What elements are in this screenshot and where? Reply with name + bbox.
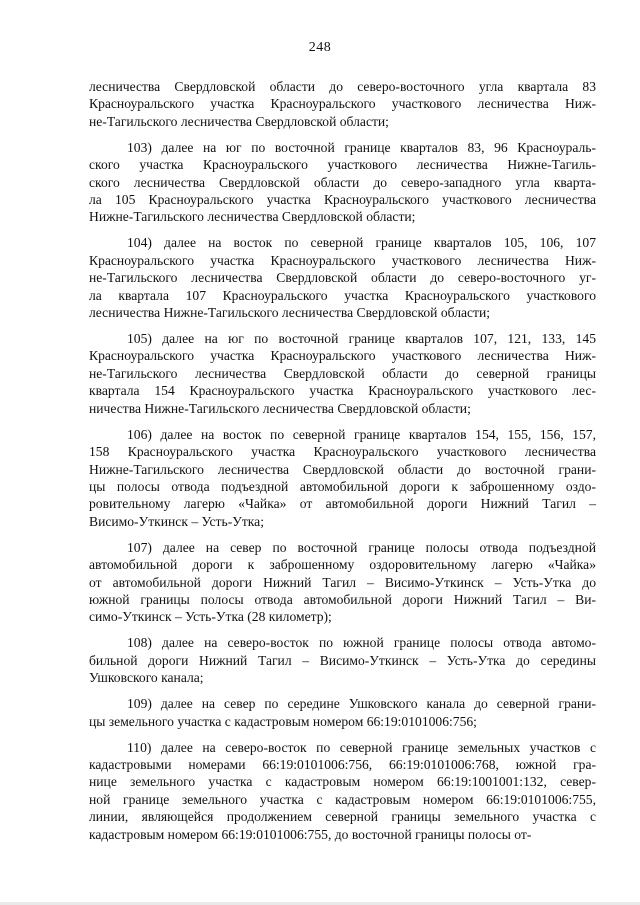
paragraph	[89, 739, 596, 843]
text-line: кадастровым номером 66:19:0101006:755, до восточной границы полосы от-	[89, 826, 532, 842]
text-line: симо-Уткинск – Усть-Утка (28 километр);	[89, 609, 332, 625]
text-line: лесничества Нижне-Тагильского лесничества Свердловской области;	[89, 305, 491, 321]
page-number: 248	[308, 40, 332, 55]
text-line: лесничества Свердловской области до северо-восточного угла квартала 83	[89, 79, 596, 94]
text-line: южной границы полосы отвода автомобильной дороги Нижний Тагил – Ви-	[89, 591, 596, 607]
text-line: Нижне-Тагильского лесничества Свердловской области до восточной грани-	[89, 461, 596, 477]
text-line: 158 Красноуральского участка Красноуральского участкового лесничества	[89, 444, 596, 460]
text-line: нице земельного участка с кадастровым номером 66:19:1001001:132, север-	[89, 774, 596, 790]
text-line: ла 105 Красноуральского участка Красноуральского участкового лесничества	[89, 192, 596, 208]
text-line: не-Тагильского лесничества Свердловской области до северо-восточного уг-	[89, 270, 596, 286]
text-line: Красноуральского участка Красноуральского участкового лесничества Ниж-	[89, 96, 596, 112]
text-line: ского лесничества Свердловской области до северо-западного угла кварта-	[89, 174, 596, 190]
text-line: не-Тагильского лесничества Свердловской области;	[89, 113, 389, 129]
text-line: 109) далее на север по середине Ушковского канала до северной грани-	[127, 696, 596, 712]
text-line: цы земельного участка с кадастровым номером 66:19:0101006:756;	[89, 713, 477, 729]
text-line: не-Тагильского лесничества Свердловской области до северной границы	[89, 365, 596, 381]
document-body	[89, 78, 596, 852]
text-line: квартала 154 Красноуральского участка Красноуральского участкового лес-	[89, 383, 596, 399]
text-line: ского участка Красноуральского участкового лесничества Нижне-Тагиль-	[89, 157, 596, 173]
paragraph	[89, 426, 596, 530]
text-line: Висимо-Уткинск – Усть-Утка;	[89, 513, 264, 529]
text-line: 107) далее на север по восточной границе полосы отвода подъездной	[127, 539, 596, 555]
paragraph	[89, 234, 596, 321]
text-line: ла квартала 107 Красноуральского участка Красноуральского участкового	[89, 287, 596, 303]
text-line: линии, являющейся продолжением северной границы земельного участка с	[89, 809, 596, 825]
text-line: 110) далее на северо-восток по северной границе земельных участков с	[127, 739, 596, 755]
paragraph	[89, 139, 596, 226]
text-line: автомобильной дороги к заброшенному оздоровительному лагерю «Чайка»	[89, 557, 596, 573]
text-line: 104) далее на восток по северной границе кварталов 105, 106, 107	[127, 235, 596, 251]
text-line: 108) далее на северо-восток по южной границе полосы отвода автомо-	[127, 635, 596, 651]
text-line: бильной дороги Нижний Тагил – Висимо-Уткинск – Усть-Утка до середины	[89, 652, 596, 668]
paragraph	[89, 330, 596, 417]
text-line: цы полосы отвода подъездной автомобильной дороги к заброшенному оздо-	[89, 478, 596, 494]
text-line: ной границе земельного участка с кадастровым номером 66:19:0101006:755,	[89, 791, 596, 807]
text-line: Нижне-Тагильского лесничества Свердловской области;	[89, 209, 416, 225]
text-line: Красноуральского участка Красноуральского участкового лесничества Ниж-	[89, 252, 596, 268]
text-line: Красноуральского участка Красноуральского участкового лесничества Ниж-	[89, 348, 596, 364]
text-line: 105) далее на юг по восточной границе кварталов 107, 121, 133, 145	[127, 331, 596, 347]
text-line: 106) далее на восток по северной границе кварталов 154, 155, 156, 157,	[127, 426, 596, 442]
paragraph	[89, 78, 596, 130]
paragraph	[89, 634, 596, 686]
paragraph	[89, 695, 596, 730]
text-line: кадастровыми номерами 66:19:0101006:756, 66:19:0101006:768, южной гра-	[89, 756, 596, 772]
text-line: Ушковского канала;	[89, 670, 204, 686]
text-line: от автомобильной дороги Нижний Тагил – Висимо-Уткинск – Усть-Утка до	[89, 574, 596, 590]
text-line: ничества Нижне-Тагильского лесничества Свердловской области;	[89, 400, 471, 416]
text-line: 103) далее на юг по восточной границе кварталов 83, 96 Красноураль-	[127, 139, 596, 155]
paragraph	[89, 539, 596, 626]
text-line: ровительному лагерю «Чайка» от автомобильной дороги Нижний Тагил –	[89, 496, 596, 512]
